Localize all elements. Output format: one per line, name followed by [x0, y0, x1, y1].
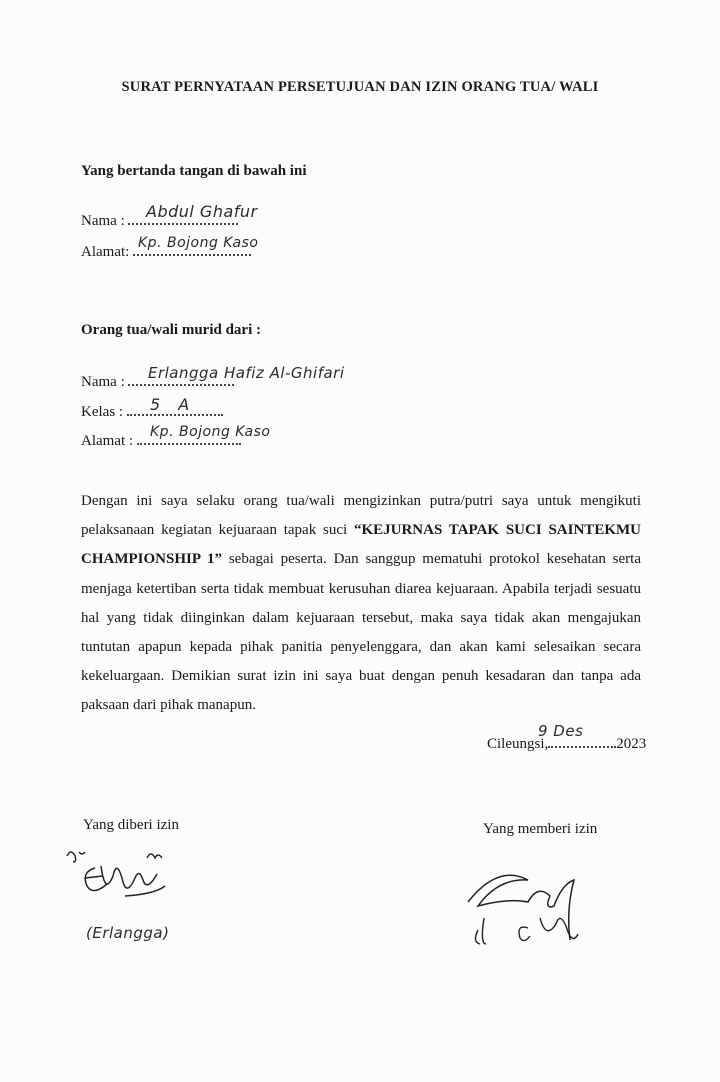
signer-name-value: Abdul Ghafur	[146, 202, 258, 221]
recipient-label: Yang diberi izin	[83, 817, 179, 833]
statement-text-2: sebagai peserta. Dan sanggup mematuhi protokol kesehatan serta menjaga ketertiban serta tidak membuat kerusuhan diarea kejuaraan. Apabila terjadi sesuatu hal yang tidak diinginkan dalam kejuaraan tersebut, maka saya tidak akan mengajukan tuntutan apapun kepada pihak panitia penyelenggara, dan akan kami selesaikan secara kekeluargaan. Demikian surat izin ini saya buat dengan penuh kesadaran dan tanpa ada paksaan dari pihak manapun.	[81, 551, 641, 714]
date-handwritten: 9 Des	[538, 722, 584, 740]
recipient-name: (Erlangga)	[86, 924, 170, 942]
date-place: Cileungsi,	[487, 736, 549, 752]
event-name: “KEJURNAS TAPAK SUCI SAINTEKMU CHAMPIONSHIP 1”	[81, 522, 641, 568]
student-class-value: 5 A	[150, 395, 190, 414]
recipient-signature	[55, 838, 185, 908]
student-address-value: Kp. Bojong Kaso	[150, 424, 271, 440]
student-heading: Orang tua/wali murid dari :	[81, 322, 262, 338]
letter-title: SURAT PERNYATAAN PERSETUJUAN DAN IZIN ORANG TUA/ WALI	[121, 79, 599, 95]
student-name-value: Erlangga Hafiz Al-Ghifari	[148, 364, 345, 382]
student-name-label: Nama :	[81, 374, 125, 390]
signer-address-label: Alamat:	[81, 244, 130, 260]
signer-name-label: Nama :	[81, 213, 125, 229]
student-address-label: Alamat :	[81, 433, 134, 449]
student-class-label: Kelas :	[81, 404, 124, 420]
date-year: 2023	[616, 736, 647, 752]
statement-text-1: Dengan ini saya selaku orang tua/wali mengizinkan putra/putri saya untuk mengikuti pelaksanaan kegiatan kejuaraan tapak suci	[81, 493, 641, 539]
signer-address-value: Kp. Bojong Kaso	[138, 235, 259, 251]
grantor-label: Yang memberi izin	[483, 821, 598, 837]
grantor-signature	[458, 858, 598, 970]
statement-paragraph	[81, 487, 641, 721]
signer-heading: Yang bertanda tangan di bawah ini	[81, 163, 307, 179]
